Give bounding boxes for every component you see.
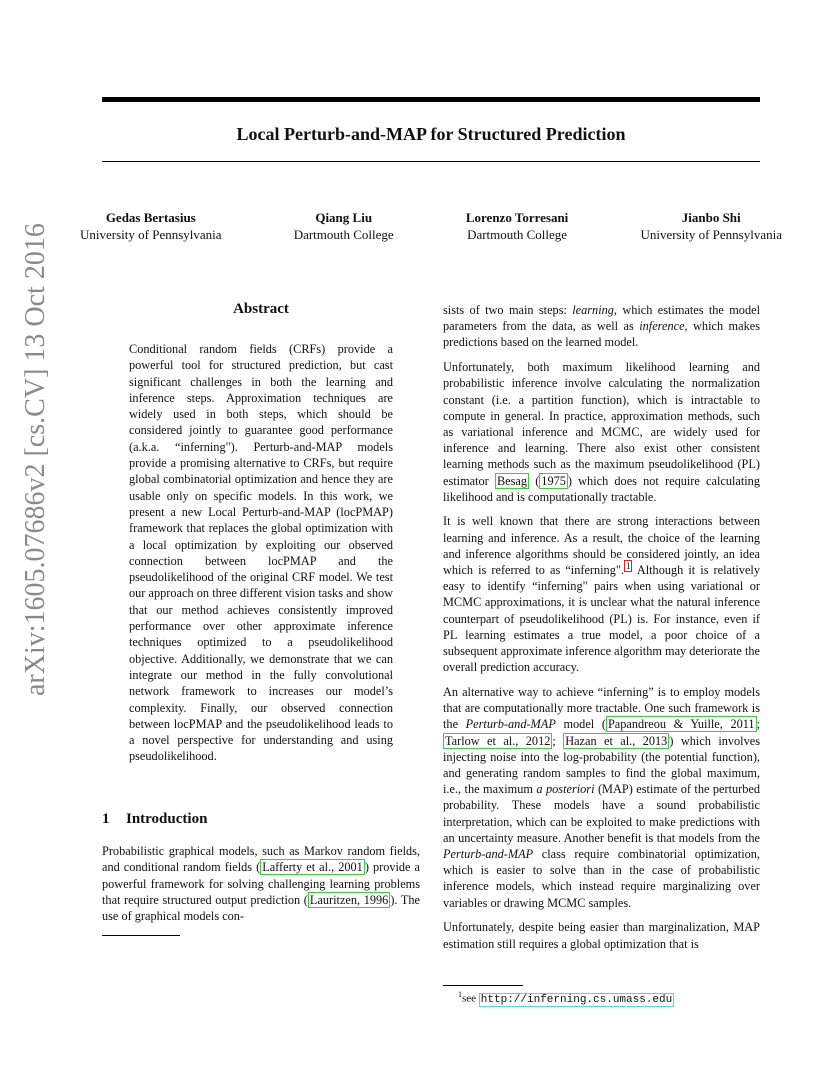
citation-link[interactable]: Hazan et al., 2013 (565, 733, 668, 748)
paragraph (443, 513, 760, 675)
text-run: ) which does not require calculating likelihood and is computationally tractable. (443, 473, 760, 504)
author-affiliation: University of Pennsylvania (80, 227, 222, 242)
citation-link[interactable]: Lauritzen, 1996 (309, 892, 389, 907)
citation-link[interactable]: Lafferty et al., 2001 (262, 860, 363, 875)
author-block (80, 209, 222, 243)
citation-link[interactable]: 1975 (541, 473, 566, 488)
emphasis-text: a posteriori (536, 782, 595, 797)
author-list (80, 209, 782, 243)
abstract-heading: Abstract (233, 301, 289, 317)
emphasis-text: Perturb-and-MAP (443, 847, 534, 861)
footnote-text: see (462, 992, 479, 1005)
author-affiliation: University of Pennsylvania (640, 227, 782, 242)
paragraph (443, 359, 760, 505)
paragraph (443, 684, 760, 911)
citation-link[interactable]: Tarlow et al., 2012 (445, 733, 551, 748)
text-run: ; (756, 717, 761, 732)
text-run: Unfortunately, despite being easier than marginalization, MAP estimation still requires a global optimization that is (443, 920, 760, 951)
footnote-mark: 1 (458, 990, 462, 999)
author-affiliation: Dartmouth College (293, 227, 394, 242)
text-run: model ( (555, 717, 606, 732)
emphasis-text: Perturb-and-MAP (465, 717, 556, 732)
footnote-rule-right (443, 985, 523, 986)
text-run: ). The use of graphical models con- (102, 892, 420, 924)
paragraph (443, 919, 760, 951)
right-column (443, 302, 760, 960)
author-name: Qiang Liu (315, 210, 373, 225)
citation-link[interactable]: Besag (496, 473, 528, 488)
footnote (458, 987, 760, 1008)
text-run: sists of two main steps: (443, 303, 573, 317)
author-block (466, 209, 568, 243)
paragraph (443, 302, 760, 351)
author-name: Jianbo Shi (681, 210, 741, 225)
author-name: Lorenzo Torresani (465, 210, 569, 225)
section-heading (102, 809, 422, 829)
text-run: ; (552, 733, 564, 748)
author-name: Gedas Bertasius (105, 210, 196, 225)
author-block (294, 209, 394, 243)
paper-title: Local Perturb-and-MAP for Structured Prediction (236, 124, 626, 144)
author-block (640, 209, 782, 243)
introduction-paragraph (102, 843, 420, 924)
text-run: An alternative way to achieve “inferning” is to employ models that are computationally more tractable. One such framework is the (443, 684, 760, 732)
text-run: class require combinatorial optimization, which is easier to solve than in the case of probabilistic inference models, which instead require marginalizing over variables or drawing MCMC samples. (443, 847, 760, 910)
emphasis-text: learning (572, 303, 614, 317)
text-run: , which estimates the model parameters from the data, as well as (443, 303, 760, 334)
text-run: , which makes predictions based on the learned model. (443, 319, 760, 350)
text-run: Unfortunately, both maximum likelihood learning and probabilistic inference involve calculating the normalization constant (i.e. a partition function), which is intractable to compute in general. In practice, approximation methods, such as variational inference and MCMC, are widely used for inference and learning. There also exist other consistent learning methods such as the maximum pseudolikelihood (PL) estimator (443, 360, 760, 488)
footnote-url-link[interactable]: http://inferning.cs.umass.edu (480, 993, 673, 1006)
emphasis-text: inference (639, 319, 685, 334)
text-run: It is well known that there are strong interactions between learning and inference. As a result, the choice of the learning and inference algorithms should be considered jointly, an idea which is referred to as “inferning". (443, 514, 760, 578)
text-run: (MAP) estimate of the perturbed probability. These models have a sound probabilistic interpretation, which can be exploited to make predictions with an uncertainty measure. Another benefit is that models from the (443, 782, 760, 845)
text-run: Probabilistic graphical models, such as Markov random fields, and conditional random fields ( (102, 844, 420, 875)
author-affiliation: Dartmouth College (467, 227, 568, 242)
text-run: ) provide a powerful framework for solving challenging learning problems that require structured output prediction ( (102, 860, 421, 907)
section-title: Introduction (126, 811, 208, 827)
section-number: 1 (102, 811, 110, 827)
footnote-reference-link[interactable]: 1 (625, 560, 631, 571)
title-bottom-rule (102, 161, 760, 162)
footnote-rule-left (102, 935, 180, 936)
citation-link[interactable]: Papandreou & Yuille, 2011 (607, 717, 755, 732)
abstract-text: Conditional random fields (CRFs) provide a powerful tool for structured prediction, but cast significant challenges in both the learning and inference steps. Approximation techniques are widely used in both steps, which should be considered jointly to guarantee good performance (a.k.a. “inferning"). Perturb-and-MAP models provide a promising alternative to CRFs, but require global combinatorial optimization and hence they are usable only on specific models. In this work, we present a new Local Perturb-and-MAP (locPMAP) framework that replaces the global optimization with a local optimization by exploiting our observed connection between locPMAP and the pseudolikelihood of the original CRF model. We test our approach on three different vision tasks and show that our method achieves consistently improved performance over other approximate inference techniques optimized to a pseudolikelihood objective. Additionally, we demonstrate that we can integrate our method in the fully convolutional network framework to increases our model’s complexity. Finally, our observed connection between locPMAP and the pseudolikelihood leads to a novel perspective for understanding and using pseudolikelihood. (129, 342, 393, 764)
text-run: ) which involves injecting noise into the log-probability (the potential function), and generating random samples to find the global maximum, i.e., the maximum (443, 733, 760, 797)
text-run: ( (529, 473, 540, 488)
text-run: Although it is relatively easy to identify “inferning" pairs when using variational or MCMC approximations, it is unclear what the natural inference counterpart of pseudolikelihood (PL) is. For instance, even if PL learning estimates a true model, a poor choice of a subsequent approximate inference algorithm may deteriorate the overall prediction accuracy. (443, 563, 760, 675)
arxiv-identifier-stamp: arXiv:1605.07686v2 [cs.CV] 13 Oct 2016 (20, 223, 51, 696)
title-top-rule (102, 97, 760, 102)
